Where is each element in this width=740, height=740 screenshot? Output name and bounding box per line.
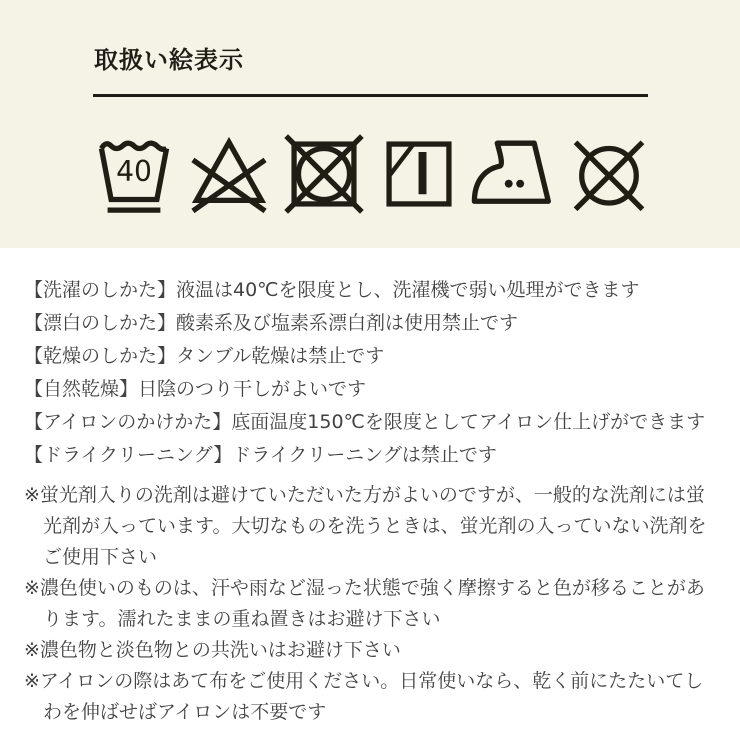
note-iron-cloth-line: ※アイロンの際はあて布をご使用ください。日常使いなら、乾く前にたたいてし bbox=[24, 670, 704, 692]
instruction-natural-dry: 【自然乾燥】日陰のつり干しがよいです bbox=[24, 378, 367, 400]
wash-40-gentle-icon bbox=[90, 130, 178, 218]
note-fluorescent-line: ※蛍光剤入りの洗剤は避けていただいた方がよいのですが、一般的な洗剤には蛍 bbox=[24, 484, 705, 506]
note-iron-cloth-line: わを伸ばせばアイロンは不要です bbox=[43, 701, 327, 723]
instruction-dry-cleaning: 【ドライクリーニング】ドライクリーニングは禁止です bbox=[24, 444, 497, 466]
instruction-washing: 【洗濯のしかた】液温は40℃を限度とし、洗濯機で弱い処理ができます bbox=[24, 279, 640, 301]
note-color-transfer-line: ります。濡れたままの重ね置きはお避け下さい bbox=[43, 608, 441, 630]
note-fluorescent-line: ご使用下さい bbox=[43, 546, 158, 568]
no-bleach-icon bbox=[185, 130, 273, 218]
wash-temperature-label: 40 bbox=[116, 155, 152, 189]
care-symbols-row bbox=[90, 130, 740, 218]
care-notes bbox=[24, 480, 730, 728]
note-separate-wash-line: ※濃色物と淡色物との共洗いはお避け下さい bbox=[24, 639, 401, 661]
no-dry-clean-icon bbox=[565, 130, 653, 218]
instruction-tumble-dry: 【乾燥のしかた】タンブル乾燥は禁止です bbox=[24, 345, 385, 367]
page-title: 取扱い絵表示 bbox=[94, 46, 244, 74]
instruction-ironing: 【アイロンのかけかた】底面温度150℃を限度としてアイロン仕上げができます bbox=[24, 411, 706, 433]
iron-medium-heat-icon bbox=[470, 130, 558, 218]
no-tumble-dry-icon bbox=[280, 130, 368, 218]
shade-hang-dry-icon bbox=[375, 130, 463, 218]
title-underline bbox=[93, 94, 648, 97]
care-instructions-section bbox=[0, 248, 740, 728]
note-color-transfer-line: ※濃色使いのものは、汗や雨など湿った状態で強く摩擦すると色が移ることがあ bbox=[24, 577, 705, 599]
note-fluorescent-line: 光剤が入っています。大切なものを洗うときは、蛍光剤の入っていない洗剤を bbox=[43, 515, 707, 537]
instruction-bleach: 【漂白のしかた】酸素系及び塩素系漂白剤は使用禁止です bbox=[24, 312, 519, 334]
care-symbols-panel bbox=[0, 0, 740, 248]
